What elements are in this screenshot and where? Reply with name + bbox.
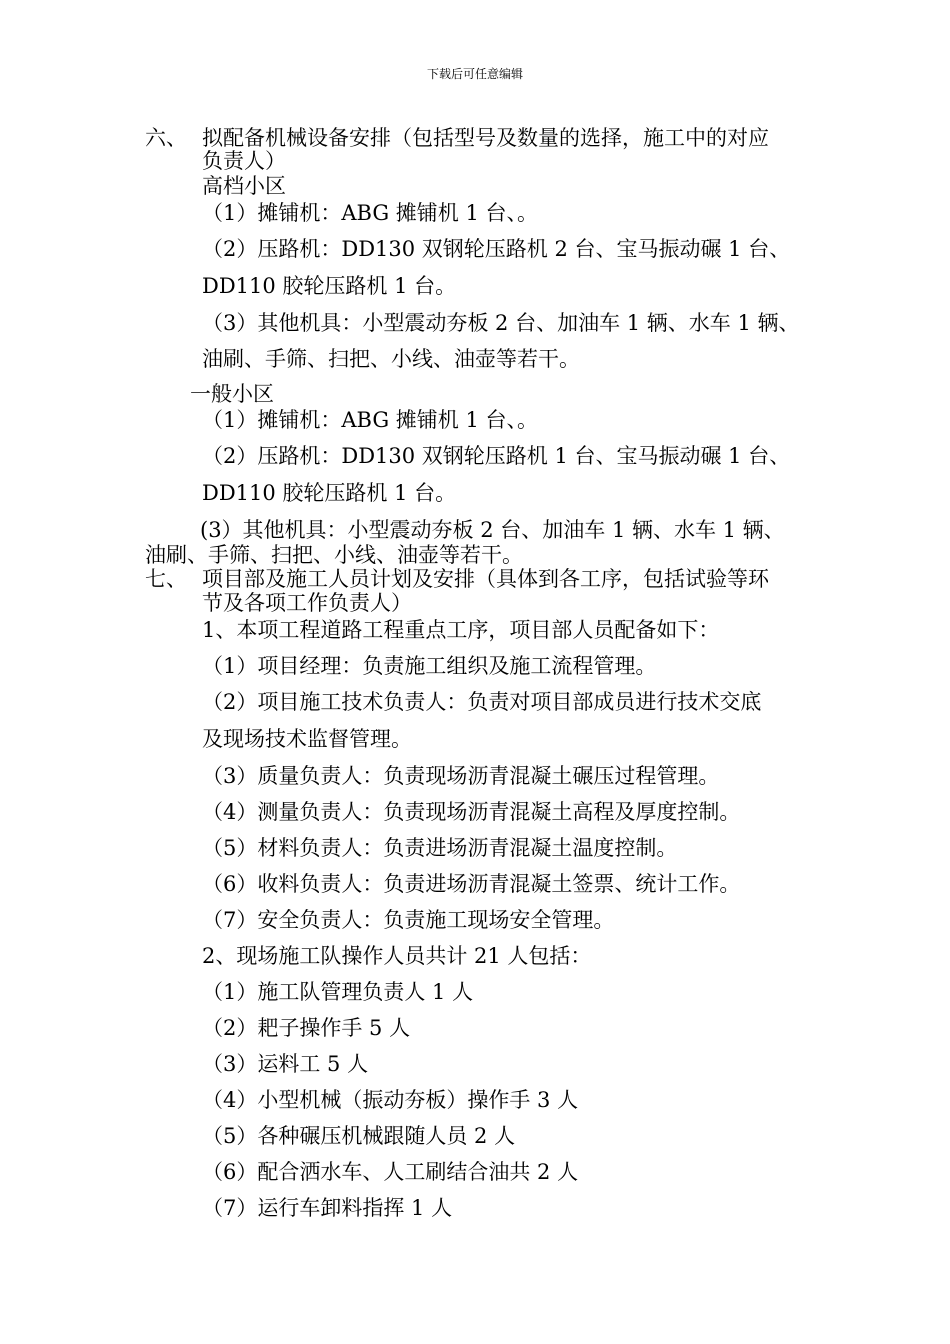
area-1-title: 高档小区 [202, 174, 286, 198]
area-2-item-2: （2）压路机：DD130 双钢轮压路机 1 台、宝马振动碾 1 台、 [202, 444, 791, 468]
part-2-item-4: （4）小型机械（振动夯板）操作手 3 人 [202, 1088, 579, 1112]
part-1-item-6: （6）收料负责人：负责进场沥青混凝土签票、统计工作。 [202, 872, 741, 896]
part-2-item-7: （7）运行车卸料指挥 1 人 [202, 1196, 453, 1220]
section-6-title: 拟配备机械设备安排（包括型号及数量的选择，施工中的对应 [202, 126, 769, 150]
part-2-heading: 2、现场施工队操作人员共计 21 人包括： [202, 944, 592, 968]
page-header: 下载后可任意编辑 [426, 67, 523, 81]
area-2-item-2-cont: DD110 胶轮压路机 1 台。 [202, 481, 457, 505]
section-6-number: 六、 [145, 126, 187, 150]
part-1-item-2: （2）项目施工技术负责人：负责对项目部成员进行技术交底 [202, 690, 762, 714]
area-1-item-3-cont: 油刷、手筛、扫把、小线、油壶等若干。 [202, 347, 580, 371]
part-2-item-2: （2）耙子操作手 5 人 [202, 1016, 411, 1040]
section-7-title: 项目部及施工人员计划及安排（具体到各工序，包括试验等环 [202, 567, 769, 591]
area-1-item-3: （3）其他机具：小型震动夯板 2 台、加油车 1 辆、水车 1 辆、 [202, 311, 800, 335]
section-6-title-cont: 负责人） [202, 149, 286, 173]
part-1-item-3: （3）质量负责人：负责现场沥青混凝土碾压过程管理。 [202, 764, 720, 788]
part-1-item-7: （7）安全负责人：负责施工现场安全管理。 [202, 908, 615, 932]
part-1-item-2-cont: 及现场技术监督管理。 [202, 727, 412, 751]
area-2-item-3: (3）其他机具：小型震动夯板 2 台、加油车 1 辆、水车 1 辆、 [200, 518, 785, 542]
area-2-item-1: （1）摊铺机：ABG 摊铺机 1 台、。 [202, 408, 539, 432]
area-2-item-3-cont: 油刷、手筛、扫把、小线、油壶等若干。 [145, 543, 523, 567]
part-2-item-1: （1）施工队管理负责人 1 人 [202, 980, 474, 1004]
part-2-item-6: （6）配合洒水车、人工刷结合油共 2 人 [202, 1160, 579, 1184]
section-7-title-cont: 节及各项工作负责人） [202, 591, 412, 615]
area-1-item-2-cont: DD110 胶轮压路机 1 台。 [202, 274, 457, 298]
area-2-title: 一般小区 [190, 382, 274, 406]
part-1-item-1: （1）项目经理：负责施工组织及施工流程管理。 [202, 654, 657, 678]
part-2-item-3: （3）运料工 5 人 [202, 1052, 369, 1076]
section-7-number: 七、 [145, 567, 187, 591]
part-2-item-5: （5）各种碾压机械跟随人员 2 人 [202, 1124, 516, 1148]
part-1-item-5: （5）材料负责人：负责进场沥青混凝土温度控制。 [202, 836, 678, 860]
area-1-item-1: （1）摊铺机：ABG 摊铺机 1 台、。 [202, 201, 539, 225]
part-1-heading: 1、本项工程道路工程重点工序，项目部人员配备如下： [202, 618, 720, 642]
part-1-item-4: （4）测量负责人：负责现场沥青混凝土高程及厚度控制。 [202, 800, 741, 824]
area-1-item-2: （2）压路机：DD130 双钢轮压路机 2 台、宝马振动碾 1 台、 [202, 237, 791, 261]
